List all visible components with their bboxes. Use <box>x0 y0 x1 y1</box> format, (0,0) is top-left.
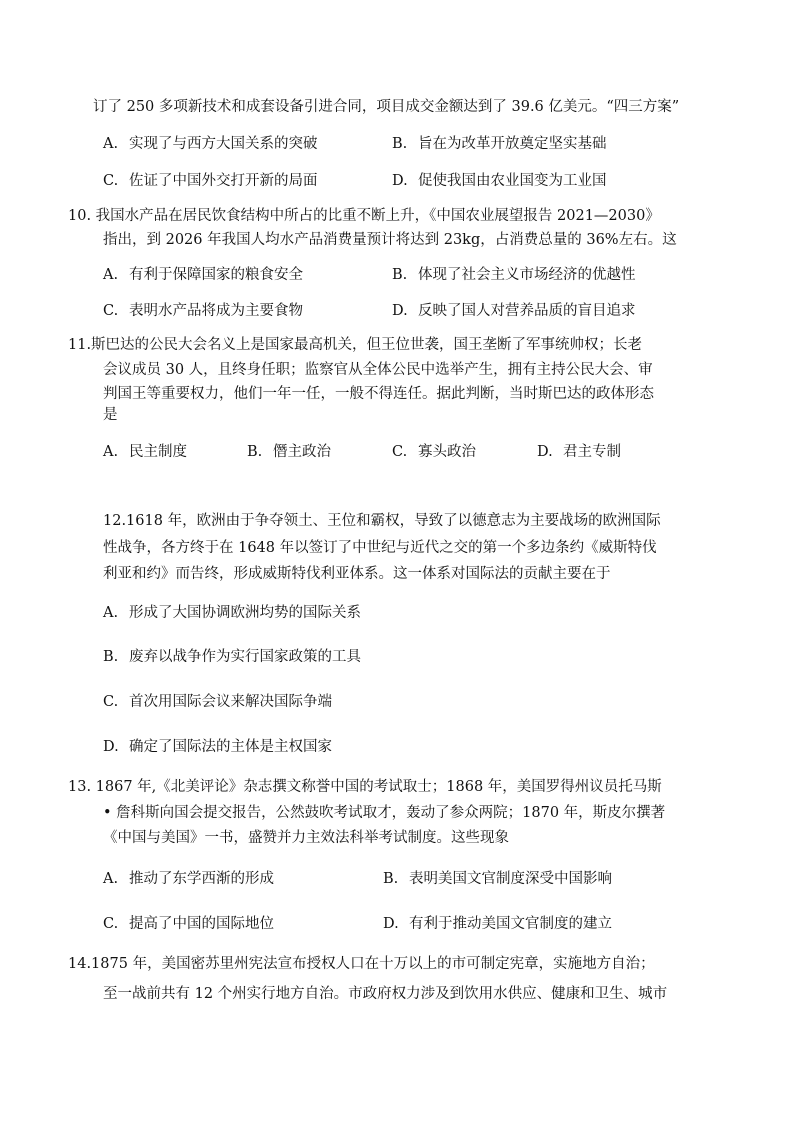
q10-option-a: A. 有利于保障国家的粮食安全 <box>103 267 303 283</box>
q13-option-c: C. 提高了中国的国际地位 <box>103 916 274 932</box>
q13-option-b: B. 表明美国文官制度深受中国影响 <box>383 871 612 887</box>
q13-stem-line-1: 13. 1867 年,《北美评论》杂志撰文称誉中国的考试取士；1868 年，美国罗得州议员托马斯 <box>68 779 662 795</box>
q10-stem-line-2: 指出，到 2026 年我国人均水产品消费量预计将达到 23kg，占消费总量的 36%左右。这 <box>103 232 677 248</box>
q12-stem-line-3: 利亚和约》而告终，形成威斯特伐利亚体系。这一体系对国际法的贡献主要在于 <box>103 566 611 582</box>
q10-option-c: C. 表明水产品将成为主要食物 <box>103 303 303 319</box>
q10-stem-line-1: 10. 我国水产品在居民饮食结构中所占的比重不断上升，《中国农业展望报告 2021—2030》 <box>68 208 660 224</box>
q14-stem-line-2: 至一战前共有 12 个州实行地方自治。市政府权力涉及到饮用水供应、健康和卫生、城市 <box>103 986 668 1002</box>
q9-stem-line: 订了 250 多项新技术和成套设备引进合同，项目成交金额达到了 39.6 亿美元。“四三方案” <box>93 99 680 115</box>
q9-option-a: A. 实现了与西方大国关系的突破 <box>103 136 318 152</box>
q12-option-c: C. 首次用国际会议来解决国际争端 <box>103 694 332 710</box>
q10-option-b: B. 体现了社会主义市场经济的优越性 <box>392 267 636 283</box>
q12-option-d: D. 确定了国际法的主体是主权国家 <box>103 739 332 755</box>
q9-option-d: D. 促使我国由农业国变为工业国 <box>392 173 607 189</box>
q13-option-a: A. 推动了东学西渐的形成 <box>103 871 274 887</box>
q11-stem-line-2: 会议成员 30 人，且终身任职；监察官从全体公民中选举产生，拥有主持公民大会、审 <box>103 362 653 378</box>
q11-option-a: A. 民主制度 <box>103 444 187 460</box>
q12-stem-line-2: 性战争，各方终于在 1648 年以签订了中世纪与近代之交的第一个多边条约《威斯特伐 <box>103 540 657 556</box>
q11-stem-line-4: 是 <box>103 407 118 423</box>
q12-option-b: B. 废弃以战争作为实行国家政策的工具 <box>103 649 361 665</box>
q11-option-b: B. 僭主政治 <box>247 444 331 460</box>
q11-stem-line-3: 判国王等重要权力，他们一年一任，一般不得连任。据此判断，当时斯巴达的政体形态 <box>103 386 654 402</box>
q9-option-b: B. 旨在为改革开放奠定坚实基础 <box>392 136 607 152</box>
q9-option-c: C. 佐证了中国外交打开新的局面 <box>103 173 318 189</box>
q10-option-d: D. 反映了国人对营养品质的盲目追求 <box>392 303 636 319</box>
q12-option-a: A. 形成了大国协调欧洲均势的国际关系 <box>103 605 361 621</box>
q13-option-d: D. 有利于推动美国文官制度的建立 <box>383 916 612 932</box>
q12-stem-line-1: 12.1618 年，欧洲由于争夺领土、王位和霸权，导致了以德意志为主要战场的欧洲国际 <box>103 513 661 529</box>
q13-stem-line-3: 《中国与美国》一书，盛赞并力主效法科举考试制度。这些现象 <box>103 830 509 846</box>
q14-stem-line-1: 14.1875 年，美国密苏里州宪法宣布授权人口在十万以上的市可制定宪章，实施地方自治； <box>68 956 655 972</box>
q13-stem-line-2: • 詹科斯向国会提交报告，公然鼓吹考试取才，轰动了参众两院；1870 年，斯皮尔撰著 <box>103 805 666 821</box>
q11-option-c: C. 寡头政治 <box>392 444 476 460</box>
q11-option-d: D. 君主专制 <box>537 444 621 460</box>
q11-stem-line-1: 11.斯巴达的公民大会名义上是国家最高机关，但王位世袭，国王垄断了军事统帅权；长老 <box>68 337 643 353</box>
